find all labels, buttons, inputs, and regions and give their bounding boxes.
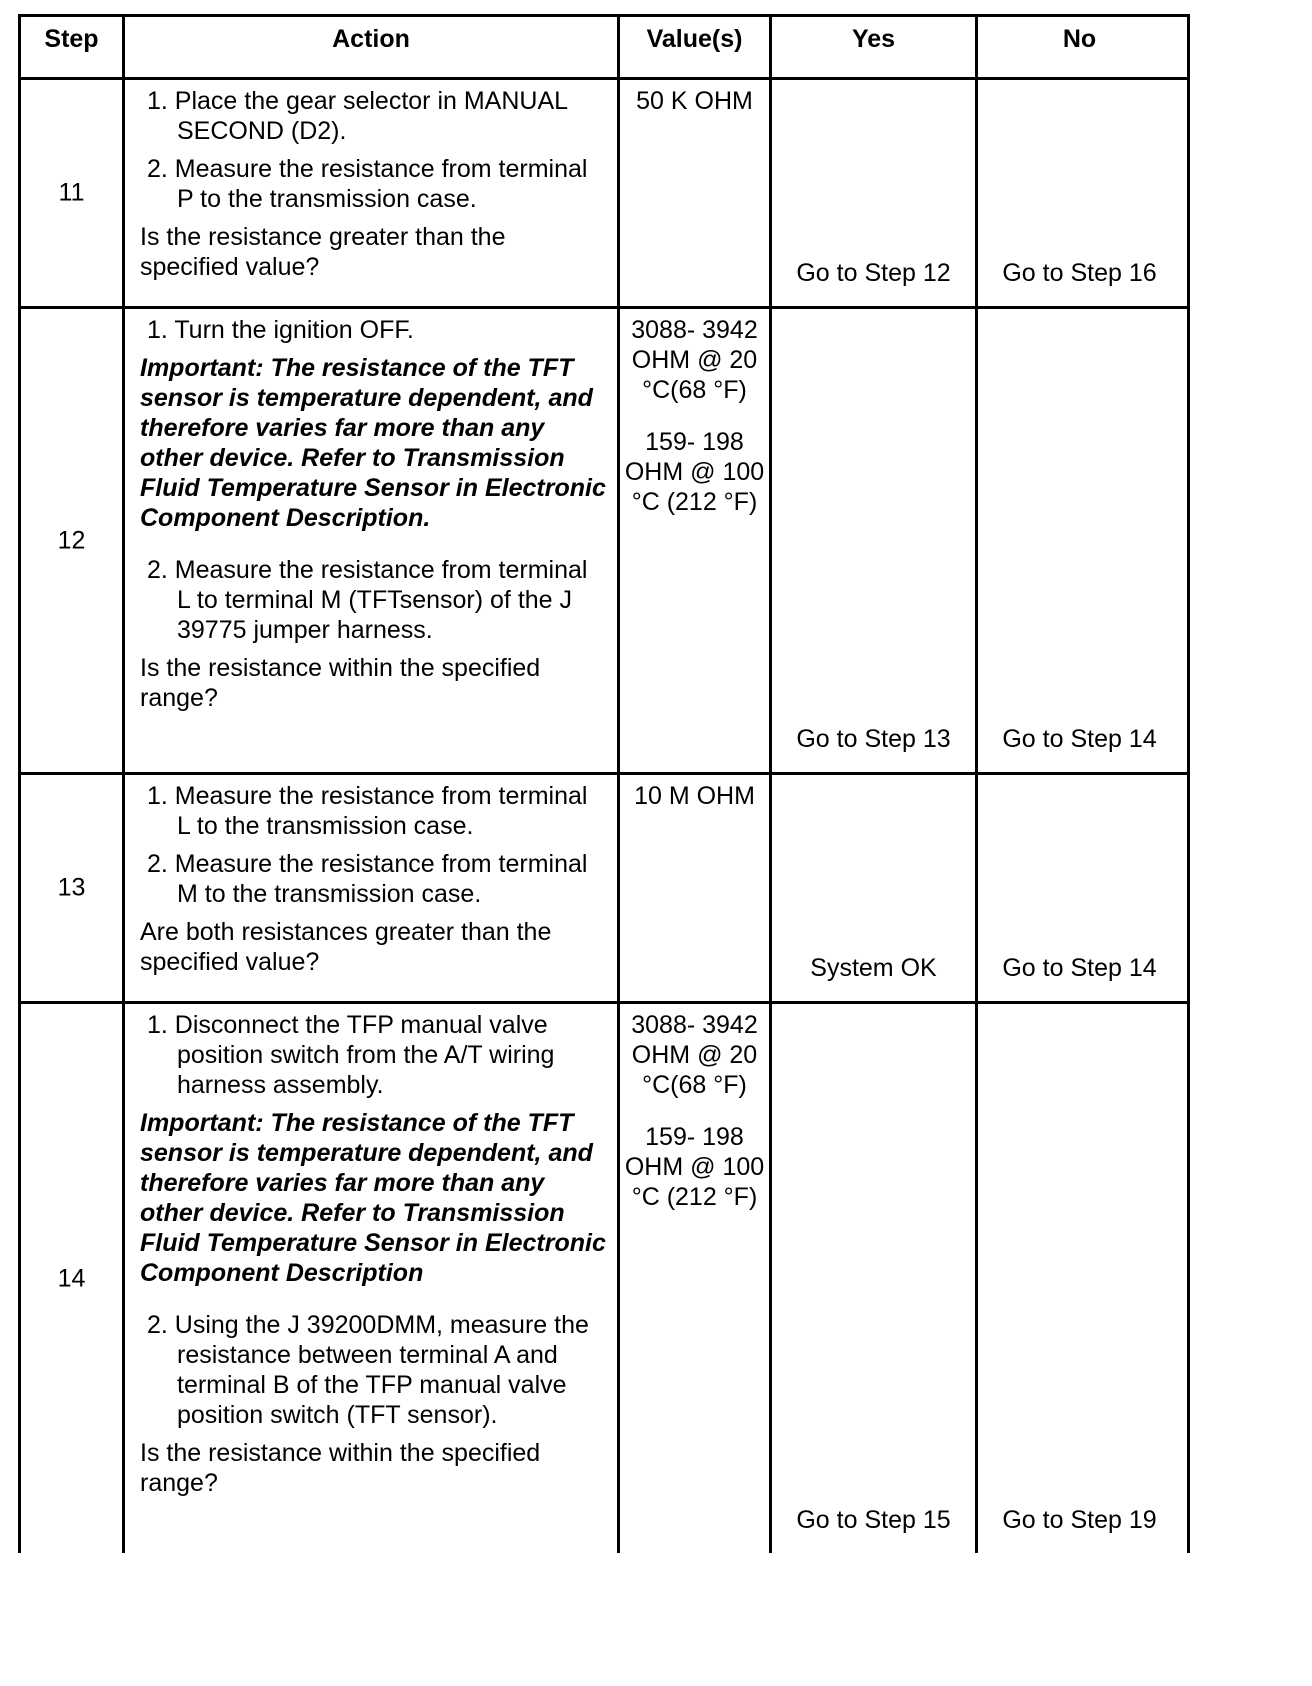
header-step: Step — [21, 17, 125, 77]
value-cell — [620, 775, 772, 1001]
action-question: Is the resistance within the specified range? — [140, 654, 541, 712]
action-cell — [125, 309, 620, 772]
yes-result: Go to Step 13 — [796, 725, 951, 753]
value-spec-20c: 3088- 3942 OHM @ 20 °C(68 °F) — [631, 316, 758, 404]
header-no: No — [1062, 25, 1097, 53]
action-question: Is the resistance greater than the specified value? — [140, 223, 506, 281]
action-item-1: 1. Turn the ignition OFF. — [147, 316, 414, 344]
diagnostic-table — [18, 14, 1190, 1553]
action-item-1: 1. Disconnect the TFP manual valve position switch from the A/T wiring harness assembly. — [147, 1011, 555, 1099]
header-action: Action — [125, 17, 620, 77]
step-cell — [21, 775, 125, 1001]
action-cell — [125, 80, 620, 306]
no-cell — [978, 80, 1181, 306]
step-number: 12 — [57, 526, 86, 554]
value-cell — [620, 1004, 772, 1553]
important-note: Important: The resistance of the TFT sensor is temperature dependent, and therefore varies far more than any other device. Refer to Transmission Fluid Temperature Sensor in Electronic Component Description. — [140, 354, 606, 532]
action-cell — [125, 1004, 620, 1553]
table-row-step-11 — [21, 80, 1187, 309]
no-cell — [978, 309, 1181, 772]
value-spec-20c: 3088- 3942 OHM @ 20 °C(68 °F) — [631, 1011, 758, 1099]
value-cell — [620, 80, 772, 306]
value-spec-100c: 159- 198 OHM @ 100 °C (212 °F) — [624, 428, 765, 516]
yes-cell — [772, 309, 978, 772]
action-cell — [125, 775, 620, 1001]
no-cell — [978, 1004, 1181, 1553]
step-number: 13 — [57, 873, 86, 902]
table-row-step-13 — [21, 775, 1187, 1004]
value-cell — [620, 309, 772, 772]
table-row-step-14 — [21, 1004, 1187, 1553]
important-note: Important: The resistance of the TFT sensor is temperature dependent, and therefore varies far more than any other device. Refer to Transmission Fluid Temperature Sensor in Electronic Component Description — [140, 1109, 606, 1287]
no-result: Go to Step 16 — [1002, 259, 1157, 287]
action-question: Are both resistances greater than the specified value? — [140, 918, 552, 976]
header-row — [21, 17, 1187, 80]
header-values: Value(s) — [620, 17, 772, 77]
no-result: Go to Step 14 — [1002, 954, 1157, 982]
action-item-1: 1. Place the gear selector in MANUAL SECOND (D2). — [147, 87, 568, 145]
step-number: 14 — [57, 1264, 86, 1292]
step-cell — [21, 1004, 125, 1553]
step-cell — [21, 309, 125, 772]
value-spec: 50 K OHM — [636, 87, 753, 115]
yes-result: System OK — [810, 954, 937, 982]
step-number: 11 — [58, 178, 85, 207]
action-item-2: 2. Measure the resistance from terminal L to terminal M (TFTsensor) of the J 39775 jumper harness. — [147, 556, 588, 644]
yes-result: Go to Step 15 — [796, 1506, 951, 1534]
value-spec: 10 M OHM — [634, 782, 755, 810]
action-item-2: 2. Measure the resistance from terminal M to the transmission case. — [147, 850, 588, 908]
table-row-step-12 — [21, 309, 1187, 775]
no-result: Go to Step 19 — [1002, 1506, 1157, 1534]
yes-cell — [772, 1004, 978, 1553]
header-yes: Yes — [772, 17, 978, 77]
value-spec-100c: 159- 198 OHM @ 100 °C (212 °F) — [624, 1123, 765, 1211]
no-cell — [978, 775, 1181, 1001]
no-result: Go to Step 14 — [1002, 725, 1157, 753]
yes-cell — [772, 775, 978, 1001]
action-item-2: 2. Using the J 39200DMM, measure the resistance between terminal A and terminal B of the TFP manual valve position switch (TFT sensor). — [147, 1311, 589, 1429]
action-question: Is the resistance within the specified range? — [140, 1439, 541, 1497]
yes-result: Go to Step 12 — [796, 259, 951, 287]
action-item-2: 2. Measure the resistance from terminal P to the transmission case. — [147, 155, 588, 213]
yes-cell — [772, 80, 978, 306]
step-cell — [21, 80, 125, 306]
action-item-1: 1. Measure the resistance from terminal L to the transmission case. — [147, 782, 588, 840]
